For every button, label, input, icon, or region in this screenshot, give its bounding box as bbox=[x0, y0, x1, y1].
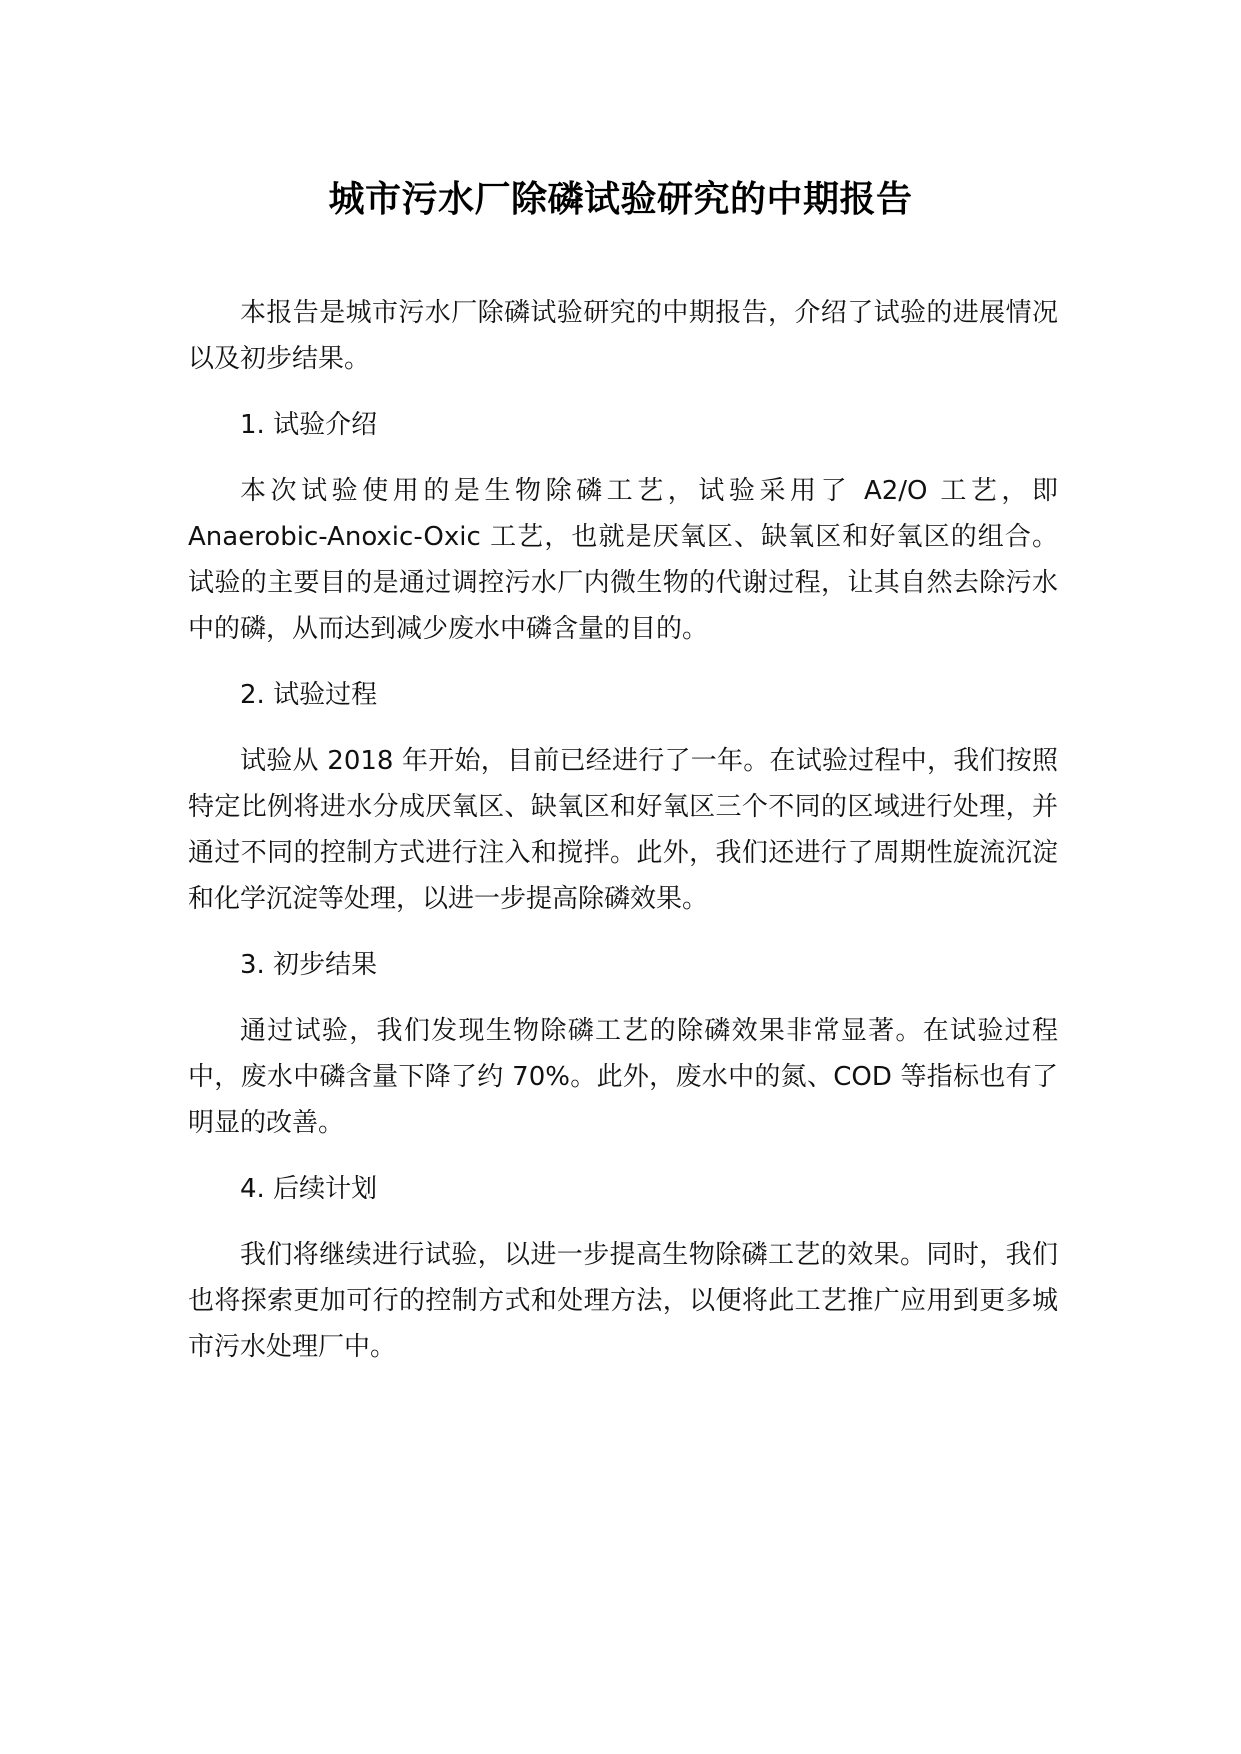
section-heading-introduction: 1. 试验介绍 bbox=[240, 410, 378, 440]
section-heading-results: 3. 初步结果 bbox=[240, 950, 378, 980]
section-heading-process: 2. 试验过程 bbox=[240, 680, 378, 710]
section-body-process: 试验从 2018 年开始，目前已经进行了一年。在试验过程中，我们按照特定比例将进水分成厌氧区、缺氧区和好氧区三个不同的区域进行处理，并通过不同的控制方式进行注入和搅拌。此外，我们还进行了周期性旋流沉淀和化学沉淀等处理，以进一步提高除磷效果。 bbox=[188, 746, 1058, 914]
section-heading-plan: 4. 后续计划 bbox=[240, 1174, 378, 1204]
document-body bbox=[188, 290, 1058, 1390]
section-body-results: 通过试验，我们发现生物除磷工艺的除磷效果非常显著。在试验过程中，废水中磷含量下降了约 70%。此外，废水中的氮、COD 等指标也有了明显的改善。 bbox=[188, 1016, 1058, 1138]
section-body-plan: 我们将继续进行试验，以进一步提高生物除磷工艺的效果。同时，我们也将探索更加可行的控制方式和处理方法，以便将此工艺推广应用到更多城市污水处理厂中。 bbox=[188, 1240, 1058, 1362]
intro-paragraph: 本报告是城市污水厂除磷试验研究的中期报告，介绍了试验的进展情况以及初步结果。 bbox=[188, 298, 1058, 374]
section-body-introduction: 本次试验使用的是生物除磷工艺，试验采用了 A2/O 工艺，即 Anaerobic-Anoxic-Oxic 工艺，也就是厌氧区、缺氧区和好氧区的组合。试验的主要目的是通过调控污水厂内微生物的代谢过程，让其自然去除污水中的磷，从而达到减少废水中磷含量的目的。 bbox=[188, 476, 1058, 644]
document-title: 城市污水厂除磷试验研究的中期报告 bbox=[328, 179, 913, 220]
